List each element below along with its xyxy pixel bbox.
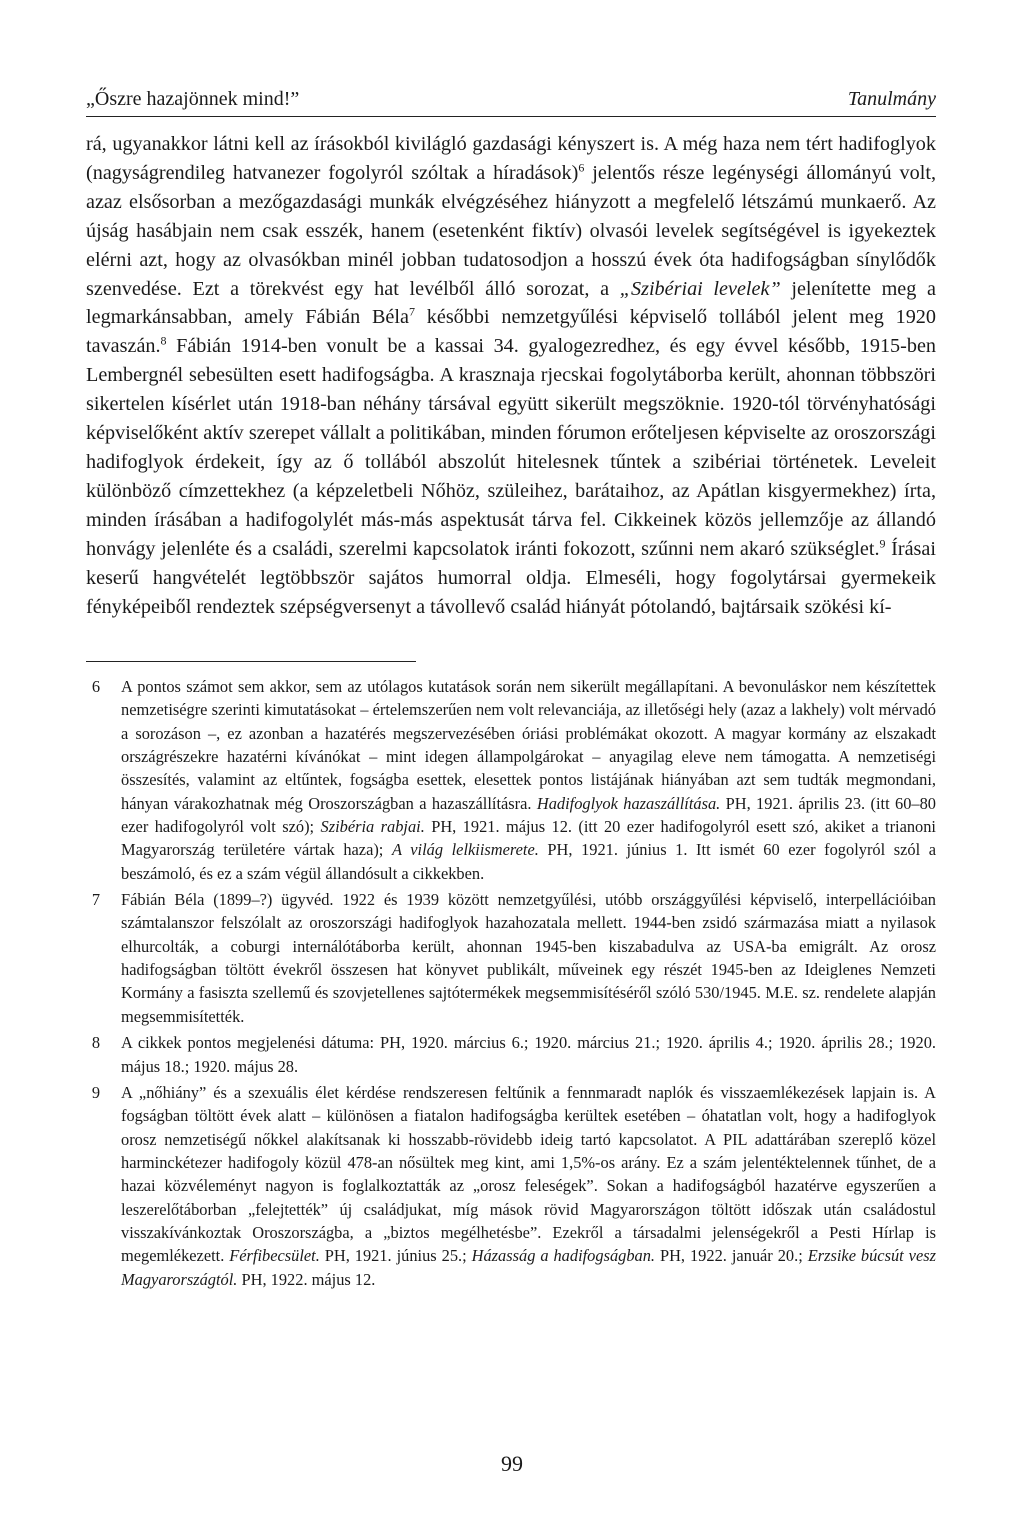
running-header <box>86 88 936 117</box>
footnote-citation: Erzsike búcsút vesz Magyarországtól. <box>121 1246 936 1289</box>
footnote-text: A pontos számot sem akkor, sem az utólagos kutatások során nem sikerült megállapítani. A bevonuláskor nem készítettek nemzetiségre szerinti kimutatásokat – értelemszerűen nem volt relevanciája, az illetőségi hely (azaz a lakhely) volt mérvadó a sorozáson –, ez azonban a hazatérés megszervezésében óriási problémákat okozott. A magyar kormány az elszakadt országrészekre hazatérni kívánókat – mint idegen állampolgárokat – anyagilag eleve nem támogatta. A nemzetiségi összesítés, valamint az eltűntek, fogságba esettek, elesettek pontos listájának hiányában azt sem tudták megmondani, hányan várakozhatnak még Oroszországban a hazaszállításra. <box>121 677 936 813</box>
footnote-number: 6 <box>91 677 101 696</box>
body-paragraph <box>86 130 936 621</box>
footnote-text: PH, 1921. április 23. (itt 60–80 ezer hadifogolyról volt szó); <box>121 793 936 837</box>
footnote-number: 7 <box>91 890 101 910</box>
footnote-text: PH, 1921. május 12. (itt 20 ezer hadifogolyról esett szó, akiket a trianoni Magyarország területére vártak haza); <box>121 817 936 860</box>
footnote-text: PH, 1921. június 1. Itt ismét 60 ezer fogolyról szól a beszámoló, és ez a szám végül állandósult a cikkekben. <box>121 840 936 883</box>
footnote-citation: Házasság a hadifogságban. <box>471 1246 656 1266</box>
footnote-ref-6[interactable]: 6 <box>578 160 585 175</box>
body-text-5: Fábián 1914-ben vonult be a kassai 34. gyalogezredhez, és egy évvel később, 1915-ben Lembergnél sebesülten esett hadifogságba. A krasznaja rjecskai fogolytáborba került, ahonnan többszöri sikertelen kísérlet után 1918-ban néhány társával együtt sikerült megszöknie. 1920-tól törvényhatósági képviselőként aktív szerepet vállalt a politikában, minden fórumon erőteljesen képviselte az oroszországi hadifoglyok érdekeit, így az ő tollából abszolút hitelesnek tűntek a szibériai történetek. Leveleit különböző címzettekhez (a képzeletbeli Nőhöz, szüleihez, barátaihoz, az Apátlan kisgyermekhez) írta, minden írásában a hadifogolylét más-más aspektusát tárva fel. Cikkeinek közös jellemzője az állandó honvágy jelenléte és a családi, szerelmi kapcsolatok iránti fokozott, szűnni nem akaró szükséglet. <box>86 335 936 560</box>
body-text-4: későbbi nemzetgyűlési képviselő tollából jelent meg 1920 tavaszán. <box>86 306 936 358</box>
footnote-citation: A világ lelkiismerete. <box>391 840 539 860</box>
footnote-number: 8 <box>91 1033 101 1053</box>
footnote-7 <box>86 888 936 1028</box>
body-text-6: Írásai keserű hangvételét legtöbbször sajátos humorral oldja. Elmeséli, hogy fogolytársai gyermekeik fényképeiből rendeztek szépségversenyt a távollevő család hiányát pótolandó, bajtársaik szökési kí- <box>86 537 936 618</box>
footnote-6 <box>86 675 936 885</box>
footnote-ref-9[interactable]: 9 <box>879 535 886 550</box>
header-section: Tanulmány <box>847 88 936 110</box>
body-text-1: rá, ugyanakkor látni kell az írásokból kivilágló gazdasági kényszert is. A még haza nem tért hadifoglyok (nagyságrendileg hatvanezer fogolyról szóltak a híradások) <box>86 133 936 184</box>
footnote-text: PH, 1921. június 25.; <box>319 1246 472 1266</box>
header-title: „Őszre hazajönnek mind!” <box>86 88 300 110</box>
footnote-ref-7[interactable]: 7 <box>408 304 415 319</box>
footnote-8 <box>86 1031 936 1078</box>
footnote-text: A cikkek pontos megjelenési dátuma: PH, 1920. március 6.; 1920. március 21.; 1920. április 4.; 1920. április 28.; 1920. május 18.; 1920. május 28. <box>121 1033 936 1076</box>
footnote-number: 9 <box>91 1082 101 1102</box>
footnote-text: A „nőhiány” és a szexuális élet kérdése rendszeresen feltűnik a fennmaradt naplók és visszaemlékezések lapjain is. A fogságban töltött évek alatt – különösen a fiatalon hadifogságba kerültek esetében – óhatatlan volt, hogy a hadifoglyok orosz nemzetiségű nőkkel alakítsanak ki hosszabb-rövidebb ideig tartó kapcsolatot. A PIL adattárában szereplő közel harminckétezer hadifogoly közül 478-an nősültek meg kint, ami 1,5%-os arány. Ez a szám jelentéktelennek tűnhet, de a hazai közvéleményt nagyon is foglalkoztatták az „orosz feleségek”. Sokan a hadifogságból hazatérve egyszerűen a leszerelőtáborban „felejtették” új családjukat, míg mások rövid Magyarországon töltött időszak után családostul visszakívánkoztak Oroszországba, a „biztos megélhetésbe”. Ezekről a társadalmi jelenségekről a Pesti Hírlap is megemlékezett. <box>121 1082 936 1266</box>
body-text-3: jelenítette meg a legmarkánsabban, amely Fábián Béla <box>86 277 936 329</box>
footnote-text: PH, 1922. január 20.; <box>655 1246 808 1266</box>
footnote-citation: Szibéria rabjai. <box>320 817 425 837</box>
footnote-9 <box>86 1081 936 1291</box>
page-number: 99 <box>501 1451 523 1476</box>
footnote-text: PH, 1922. május 12. <box>237 1269 376 1289</box>
footnote-citation: Férfibecsület. <box>229 1246 320 1266</box>
footnote-citation: Hadifoglyok hazaszállítása. <box>536 793 721 813</box>
footnote-text: Fábián Béla (1899–?) ügyvéd. 1922 és 1939 között nemzetgyűlési, utóbb országgyűlési képviselő, interpellációiban számtalanszor felszólalt az oroszországi hadifoglyok hazahozatala mellett. 1944-ben zsidó származása miatt a nyilasok elhurcolták, a coburgi internálótáborba került, ahonnan 1945-ben kiszabadulva az USA-ba emigrált. Az orosz hadifogságban töltött évekről összesen hat könyvet publikált, műveinek egy részét 1945-ben az Ideiglenes Nemzeti Kormány a fasiszta szellemű és szovjetellenes sajtótermékek megsemmisítéséről szóló 530/1945. M.E. sz. rendelete alapján megsemmisítették. <box>121 890 936 1026</box>
footnote-ref-8[interactable]: 8 <box>160 333 167 348</box>
footnote-divider <box>86 661 416 662</box>
footnotes <box>86 675 936 1294</box>
series-title: „Szibériai levelek” <box>619 277 781 300</box>
body-text-2: jelentős része legénységi állományú volt, azaz elsősorban a mezőgazdasági munkák elvégzéséhez hiányzott a megfelelő létszámú munkaerő. Az újság hasábjain nem csak esszék, hanem (esetenként fiktív) olvasói levelek segítségével is igyekeztek elérni azt, hogy az olvasókban minél jobban tudatosodjon a hosszú évek óta hadifogságban sínylődők szenvedése. Ezt a törekvést egy hat levélből álló sorozat, a <box>86 161 936 300</box>
